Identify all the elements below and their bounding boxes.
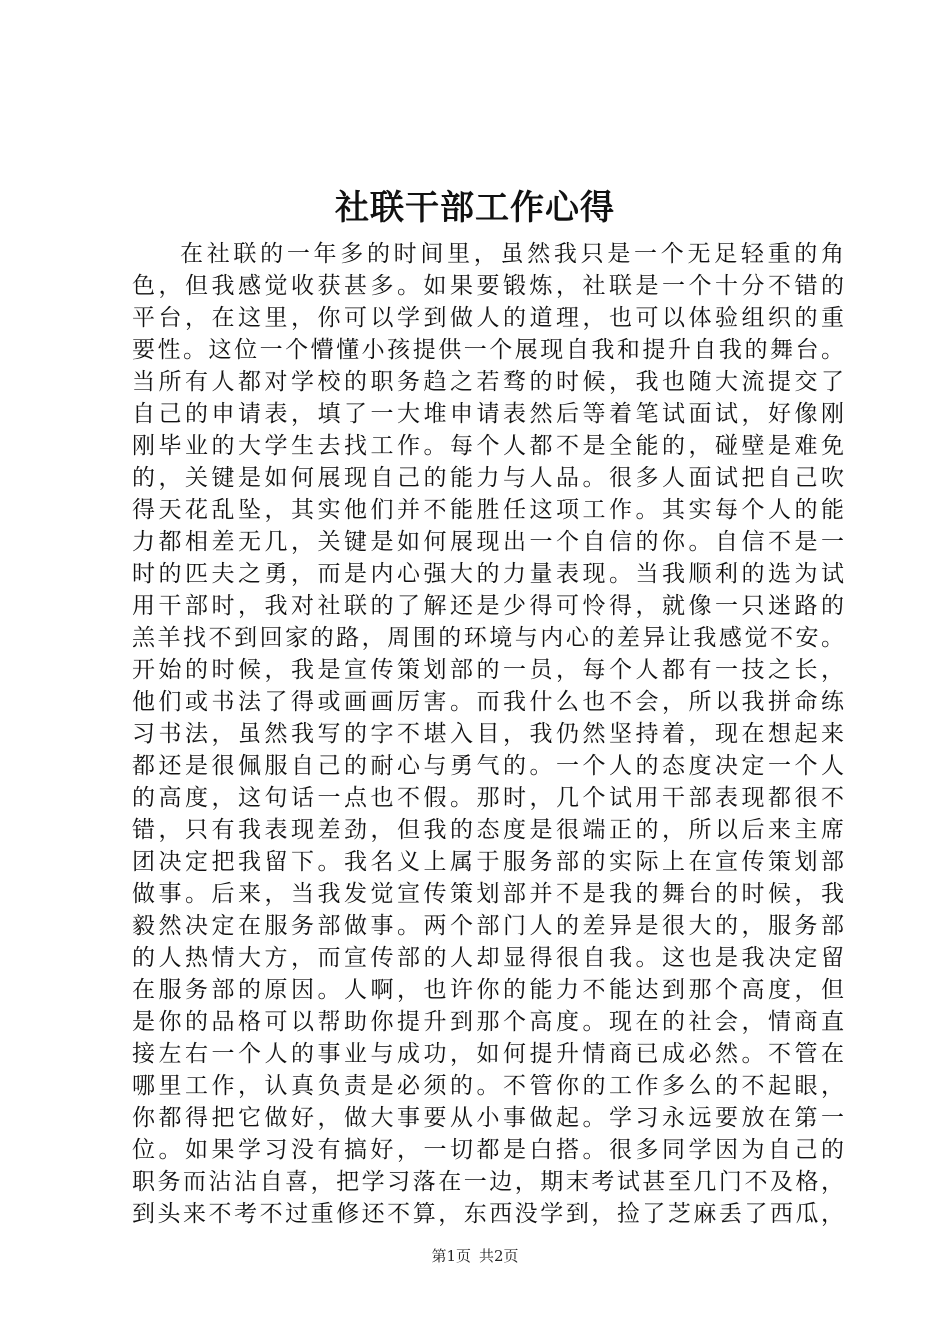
text-line: 开始的时候，我是宣传策划部的一员，每个人都有一技之长，	[132, 657, 844, 683]
text-line: 时的匹夫之勇，而是内心强大的力量表现。当我顺利的选为试	[132, 561, 844, 587]
text-line: 是你的品格可以帮助你提升到那个高度。现在的社会，情商直	[132, 1009, 844, 1035]
text-line: 平台，在这里，你可以学到做人的道理，也可以体验组织的重	[132, 305, 844, 331]
text-line: 毅然决定在服务部做事。两个部门人的差异是很大的，服务部	[132, 913, 844, 939]
text-line: 的，关键是如何展现自己的能力与人品。很多人面试把自己吹	[132, 465, 844, 491]
text-line: 他们或书法了得或画画厉害。而我什么也不会，所以我拼命练	[132, 689, 844, 715]
page-footer	[0, 1246, 950, 1266]
text-line: 要性。这位一个懵懂小孩提供一个展现自我和提升自我的舞台。	[132, 337, 844, 363]
text-line: 力都相差无几，关键是如何展现出一个自信的你。自信不是一	[132, 529, 844, 555]
text-line: 接左右一个人的事业与成功，如何提升情商已成必然。不管在	[132, 1041, 844, 1067]
text-line: 的高度，这句话一点也不假。那时，几个试用干部表现都很不	[132, 785, 844, 811]
text-line: 当所有人都对学校的职务趋之若骛的时候，我也随大流提交了	[132, 369, 844, 395]
text-line: 用干部时，我对社联的了解还是少得可怜得，就像一只迷路的	[132, 593, 844, 619]
text-line: 做事。后来，当我发觉宣传策划部并不是我的舞台的时候，我	[132, 881, 844, 907]
text-line: 哪里工作，认真负责是必须的。不管你的工作多么的不起眼，	[132, 1073, 844, 1099]
text-line: 得天花乱坠，其实他们并不能胜任这项工作。其实每个人的能	[132, 497, 844, 523]
document-body	[132, 238, 844, 1230]
text-line: 错，只有我表现差劲，但我的态度是很端正的，所以后来主席	[132, 817, 844, 843]
text-line: 都还是很佩服自己的耐心与勇气的。一个人的态度决定一个人	[132, 753, 844, 779]
text-line: 团决定把我留下。我名义上属于服务部的实际上在宣传策划部	[132, 849, 844, 875]
text-line: 位。如果学习没有搞好，一切都是白搭。很多同学因为自己的	[132, 1137, 844, 1163]
page-number: 第1页	[431, 1247, 471, 1265]
text-line: 你都得把它做好，做大事要从小事做起。学习永远要放在第一	[132, 1105, 844, 1131]
document-title: 社联干部工作心得	[335, 188, 615, 228]
text-line: 羔羊找不到回家的路，周围的环境与内心的差异让我感觉不安。	[132, 625, 844, 651]
text-line: 在社联的一年多的时间里，虽然我只是一个无足轻重的角	[180, 241, 844, 267]
text-line: 的人热情大方，而宣传部的人却显得很自我。这也是我决定留	[132, 945, 844, 971]
text-line: 刚毕业的大学生去找工作。每个人都不是全能的，碰壁是难免	[132, 433, 844, 459]
text-line: 习书法，虽然我写的字不堪入目，我仍然坚持着，现在想起来	[132, 721, 844, 747]
text-line: 色，但我感觉收获甚多。如果要锻炼，社联是一个十分不错的	[132, 273, 844, 299]
page-total: 共2页	[479, 1247, 519, 1265]
text-line: 自己的申请表，填了一大堆申请表然后等着笔试面试，好像刚	[132, 401, 844, 427]
text-line: 职务而沾沾自喜，把学习落在一边，期末考试甚至几门不及格，	[132, 1169, 844, 1195]
text-line: 到头来不考不过重修还不算，东西没学到，捡了芝麻丢了西瓜，	[132, 1201, 844, 1227]
text-line: 在服务部的原因。人啊，也许你的能力不能达到那个高度，但	[132, 977, 844, 1003]
